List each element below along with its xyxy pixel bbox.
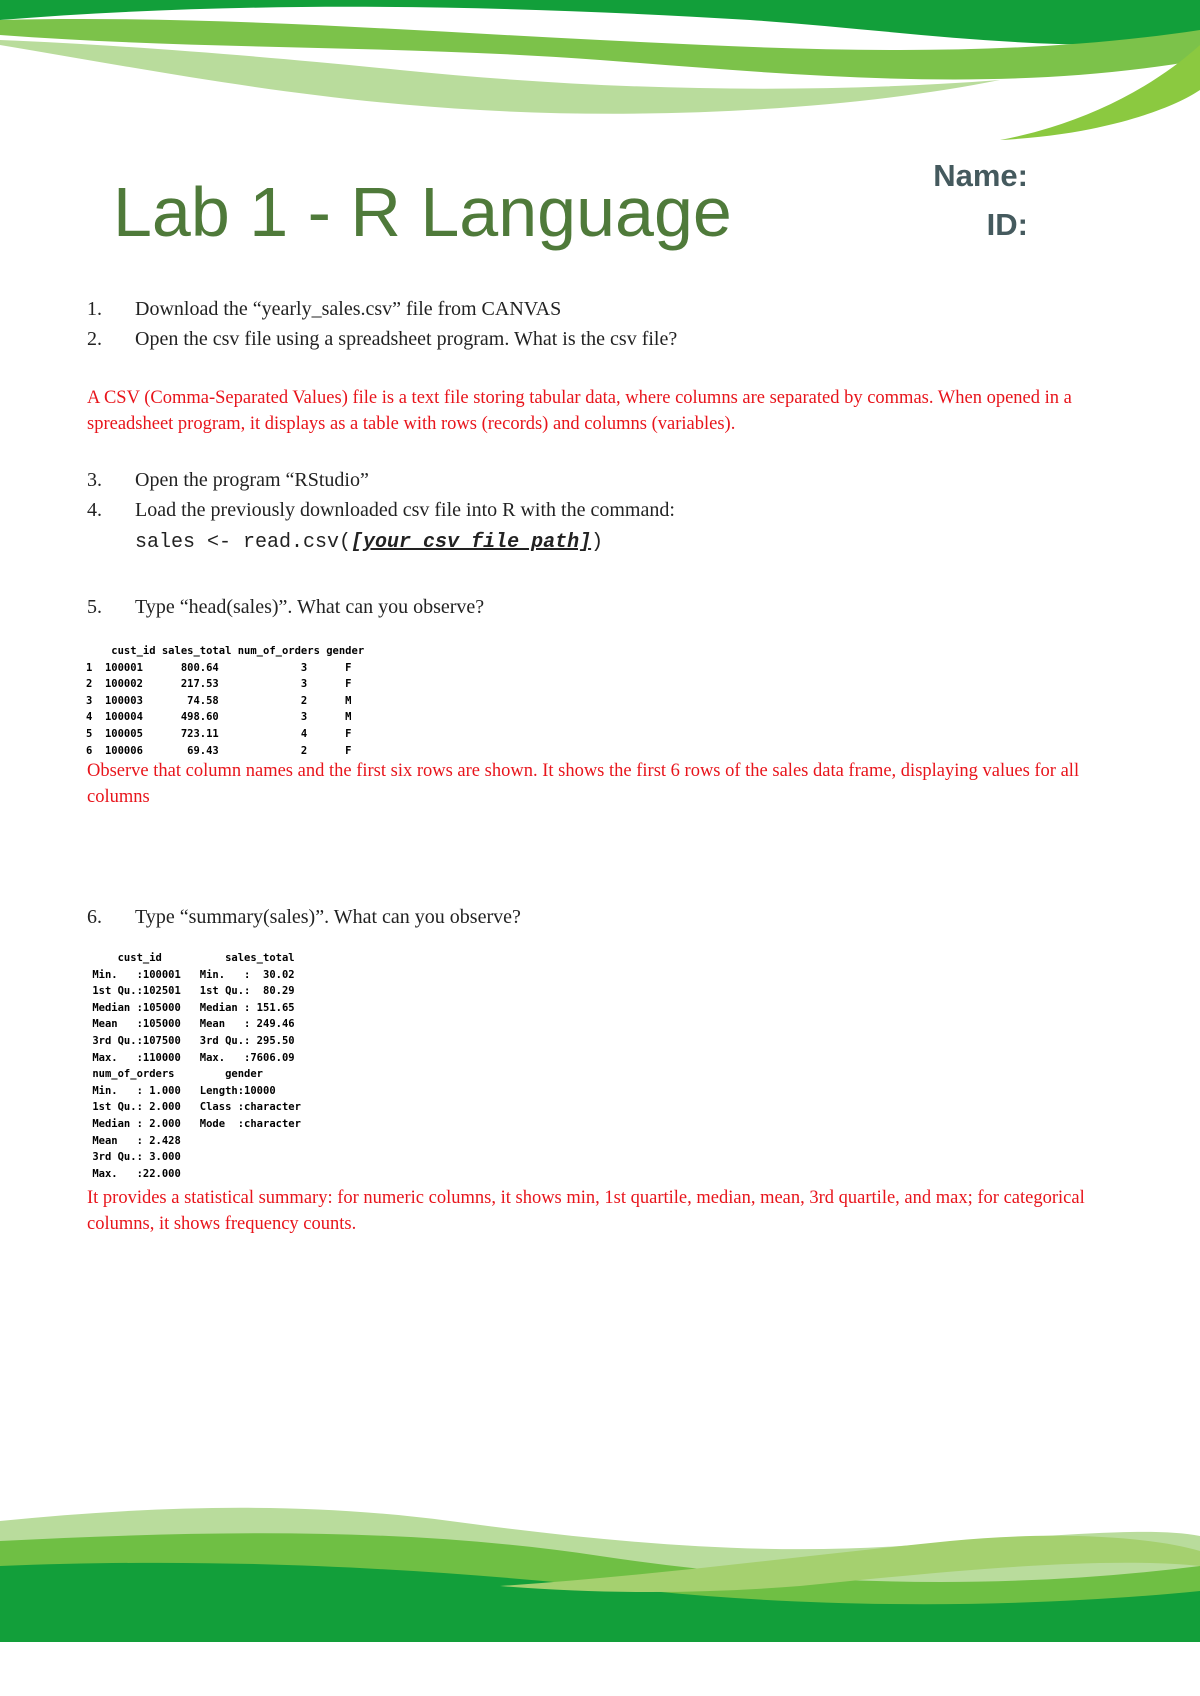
step-text: Download the “yearly_sales.csv” file from CANVAS: [135, 298, 562, 320]
step-5: [87, 594, 484, 620]
answer-head: Observe that column names and the first six rows are shown. It shows the first 6 rows of the sales data frame, displaying values for all columns: [87, 761, 1080, 807]
answer-summary: It provides a statistical summary: for numeric columns, it shows min, 1st quartile, median, mean, 3rd quartile, and max; for categorical columns, it shows frequency counts.: [87, 1188, 1085, 1234]
step-text: Type “summary(sales)”. What can you observe?: [135, 906, 521, 928]
step-number: 2.: [87, 328, 102, 350]
step-1: [87, 296, 561, 322]
step-text: Open the program “RStudio”: [135, 469, 369, 491]
read-csv-command: [135, 530, 603, 556]
command-prefix: sales <- read.csv(: [135, 531, 352, 554]
step-4: [87, 497, 675, 523]
step-text: Type “head(sales)”. What can you observe?: [135, 596, 485, 618]
command-path-placeholder: [your csv file path]: [351, 531, 592, 554]
header-wave-decoration: [0, 0, 1200, 150]
step-6: [87, 904, 521, 930]
summary-output: cust_id sales_total Min. :100001 Min. : 30.02 1st Qu.:102501 1st Qu.: 80.29 Median :105000 Median : 151.65 Mean :105000 Mean : 249.46 3rd Qu.:107500 3rd Qu.: 295.50 Max. :110000 Max. :7606.09 num_of_orders gender Min. : 1.000 Length:10000 1st Qu.: 2.000 Class :character Median : 2.000 Mode :character Mean : 2.428 3rd Qu.: 3.000 Max. :22.000: [92, 952, 301, 1180]
step-3: [87, 467, 369, 493]
step-number: 4.: [87, 499, 102, 521]
name-label: Name:: [933, 158, 1028, 193]
step-2: [87, 326, 677, 352]
footer-wave-decoration: [0, 1496, 1200, 1696]
step-text: Open the csv file using a spreadsheet program. What is the csv file?: [135, 328, 678, 350]
step-number: 6.: [87, 906, 102, 928]
step-text: Load the previously downloaded csv file into R with the command:: [135, 499, 675, 521]
step-number: 5.: [87, 596, 102, 618]
answer-csv: A CSV (Comma-Separated Values) file is a text file storing tabular data, where columns are separated by commas. When opened in a spreadsheet program, it displays as a table with rows (records) and columns (variables).: [87, 388, 1072, 434]
page-title: Lab 1 - R Language: [113, 173, 732, 251]
command-suffix: ): [591, 531, 604, 554]
step-number: 3.: [87, 469, 102, 491]
head-output: cust_id sales_total num_of_orders gender 1 100001 800.64 3 F 2 100002 217.53 3 F 3 100003 74.58 2 M 4 100004 498.60 3 M 5 100005 723.11 4 F 6 100006 69.43 2 F: [86, 645, 365, 757]
step-number: 1.: [87, 298, 102, 320]
id-label: ID:: [986, 207, 1028, 242]
